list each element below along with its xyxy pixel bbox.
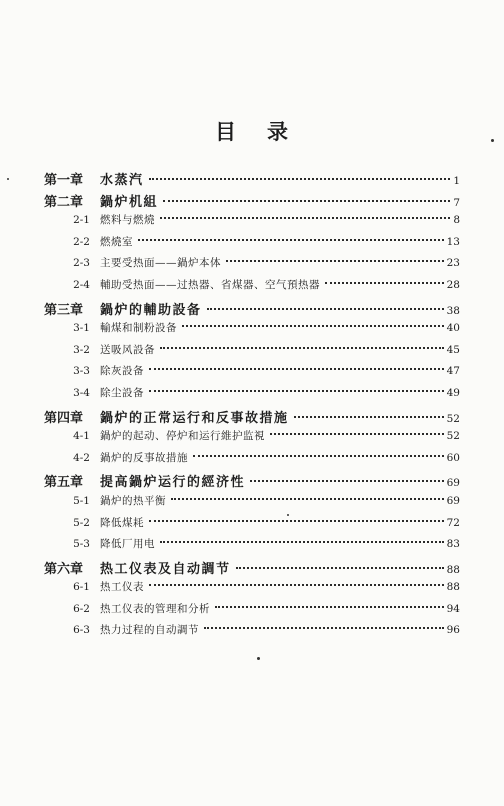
page-number: 13	[446, 235, 460, 248]
page-title-char-2: 录	[267, 119, 289, 144]
page-number: 8	[453, 214, 460, 227]
scan-speck	[7, 178, 9, 180]
page-number: 94	[446, 602, 460, 615]
dot-leader	[204, 627, 444, 629]
dot-leader	[149, 520, 444, 522]
page-number: 38	[446, 304, 460, 317]
page-number: 60	[446, 451, 460, 464]
toc-section-entry	[44, 363, 460, 385]
section-title: 除灰設备	[100, 365, 144, 378]
chapter-title: 鍋炉的輔助設备	[100, 302, 202, 318]
toc-section-entry	[44, 277, 460, 299]
toc-chapter-entry	[44, 299, 460, 321]
dot-leader	[160, 541, 444, 543]
section-number: 2-2	[73, 235, 90, 248]
toc-chapter-entry	[44, 558, 460, 580]
dot-leader	[163, 200, 450, 202]
chapter-number: 第四章	[44, 410, 84, 426]
toc-section-entry	[44, 385, 460, 407]
page-title-char-1: 目	[215, 119, 237, 144]
toc-section-entry	[44, 342, 460, 364]
page-number: 49	[446, 386, 460, 399]
section-title: 燃料与燃燒	[100, 214, 155, 227]
chapter-title: 鍋炉机組	[100, 194, 159, 210]
section-title: 降低煤耗	[100, 516, 144, 529]
dot-leader	[215, 606, 444, 608]
page-number: 40	[446, 322, 460, 335]
section-number: 3-3	[73, 365, 90, 378]
toc-section-entry	[44, 428, 460, 450]
toc-section-entry	[44, 255, 460, 277]
page-number: 52	[446, 412, 460, 425]
dot-leader	[182, 325, 444, 327]
dot-leader	[236, 567, 444, 569]
page-number: 23	[446, 257, 460, 270]
section-number: 3-4	[73, 386, 90, 399]
page-number: 28	[446, 278, 460, 291]
dot-leader	[149, 390, 444, 392]
page-number: 69	[446, 477, 460, 490]
dot-leader	[270, 433, 444, 435]
page-number: 72	[446, 516, 460, 529]
scan-speck	[257, 657, 260, 660]
dot-leader	[250, 480, 444, 482]
section-title: 主要受热面——鍋炉本体	[100, 257, 221, 270]
section-title: 热力过程的自动調节	[100, 624, 199, 637]
section-number: 5-2	[73, 516, 90, 529]
toc-section-entry	[44, 579, 460, 601]
section-title: 除尘設备	[100, 386, 144, 399]
section-title: 燃燒室	[100, 235, 133, 248]
section-number: 5-3	[73, 538, 90, 551]
section-title: 輔助受热面——过热器、省煤器、空气預热器	[100, 278, 320, 291]
dot-leader	[226, 260, 444, 262]
section-number: 3-1	[73, 322, 90, 335]
page-number: 52	[446, 430, 460, 443]
section-number: 2-4	[73, 278, 90, 291]
dot-leader	[160, 217, 450, 219]
section-title: 鍋炉的热平衡	[100, 494, 166, 507]
page-number: 45	[446, 343, 460, 356]
page-number: 1	[453, 175, 460, 187]
page-number: 7	[453, 196, 460, 209]
chapter-number: 第一章	[44, 173, 84, 188]
section-title: 鍋炉的反事故措施	[100, 451, 188, 464]
page-number: 69	[446, 494, 460, 507]
dot-leader	[193, 455, 444, 457]
dot-leader	[149, 368, 444, 370]
chapter-number: 第五章	[44, 475, 84, 491]
toc-section-entry	[44, 601, 460, 623]
toc-section-entry	[44, 622, 460, 644]
section-title: 輸煤和制粉設备	[100, 322, 177, 335]
section-number: 5-1	[73, 494, 90, 507]
chapter-title: 提高鍋炉运行的經济性	[100, 475, 246, 491]
page-number: 96	[446, 624, 460, 637]
chapter-title: 热工仪表及自动調节	[100, 561, 231, 577]
dot-leader	[171, 498, 444, 500]
section-number: 2-3	[73, 257, 90, 270]
page-title	[0, 116, 504, 146]
chapter-number: 第六章	[44, 561, 84, 577]
section-number: 2-1	[73, 214, 90, 227]
section-number: 4-2	[73, 451, 90, 464]
toc-chapter-entry	[44, 169, 460, 191]
toc-chapter-entry	[44, 191, 460, 213]
toc-section-entry	[44, 320, 460, 342]
dot-leader	[160, 347, 444, 349]
toc-section-entry	[44, 493, 460, 515]
section-number: 6-1	[73, 581, 90, 594]
dot-leader	[138, 239, 444, 241]
scan-speck	[491, 139, 494, 142]
chapter-number: 第二章	[44, 194, 84, 210]
page-number: 47	[446, 365, 460, 378]
toc-section-entry	[44, 515, 460, 537]
dot-leader	[294, 416, 444, 418]
page-number: 88	[446, 581, 460, 594]
toc-chapter-entry	[44, 471, 460, 493]
section-number: 6-3	[73, 624, 90, 637]
section-number: 4-1	[73, 430, 90, 443]
dot-leader	[149, 178, 451, 180]
chapter-title: 水蒸汽	[100, 173, 144, 188]
dot-leader	[149, 584, 444, 586]
section-title: 热工仪表	[100, 581, 144, 594]
section-title: 热工仪表的管理和分析	[100, 602, 210, 615]
section-number: 6-2	[73, 602, 90, 615]
chapter-title: 鍋炉的正常运行和反事故措施	[100, 410, 289, 426]
section-title: 鍋炉的起动、停炉和运行維护监視	[100, 430, 265, 443]
table-of-contents	[44, 169, 460, 644]
page-number: 83	[446, 538, 460, 551]
page-number: 88	[446, 563, 460, 576]
section-title: 送吸风設备	[100, 343, 155, 356]
section-number: 3-2	[73, 343, 90, 356]
toc-section-entry	[44, 212, 460, 234]
toc-section-entry	[44, 536, 460, 558]
section-title: 降低厂用电	[100, 538, 155, 551]
scan-speck	[287, 514, 289, 516]
toc-chapter-entry	[44, 407, 460, 429]
toc-section-entry	[44, 234, 460, 256]
chapter-number: 第三章	[44, 302, 84, 318]
dot-leader	[207, 308, 444, 310]
dot-leader	[325, 282, 444, 284]
toc-section-entry	[44, 450, 460, 472]
